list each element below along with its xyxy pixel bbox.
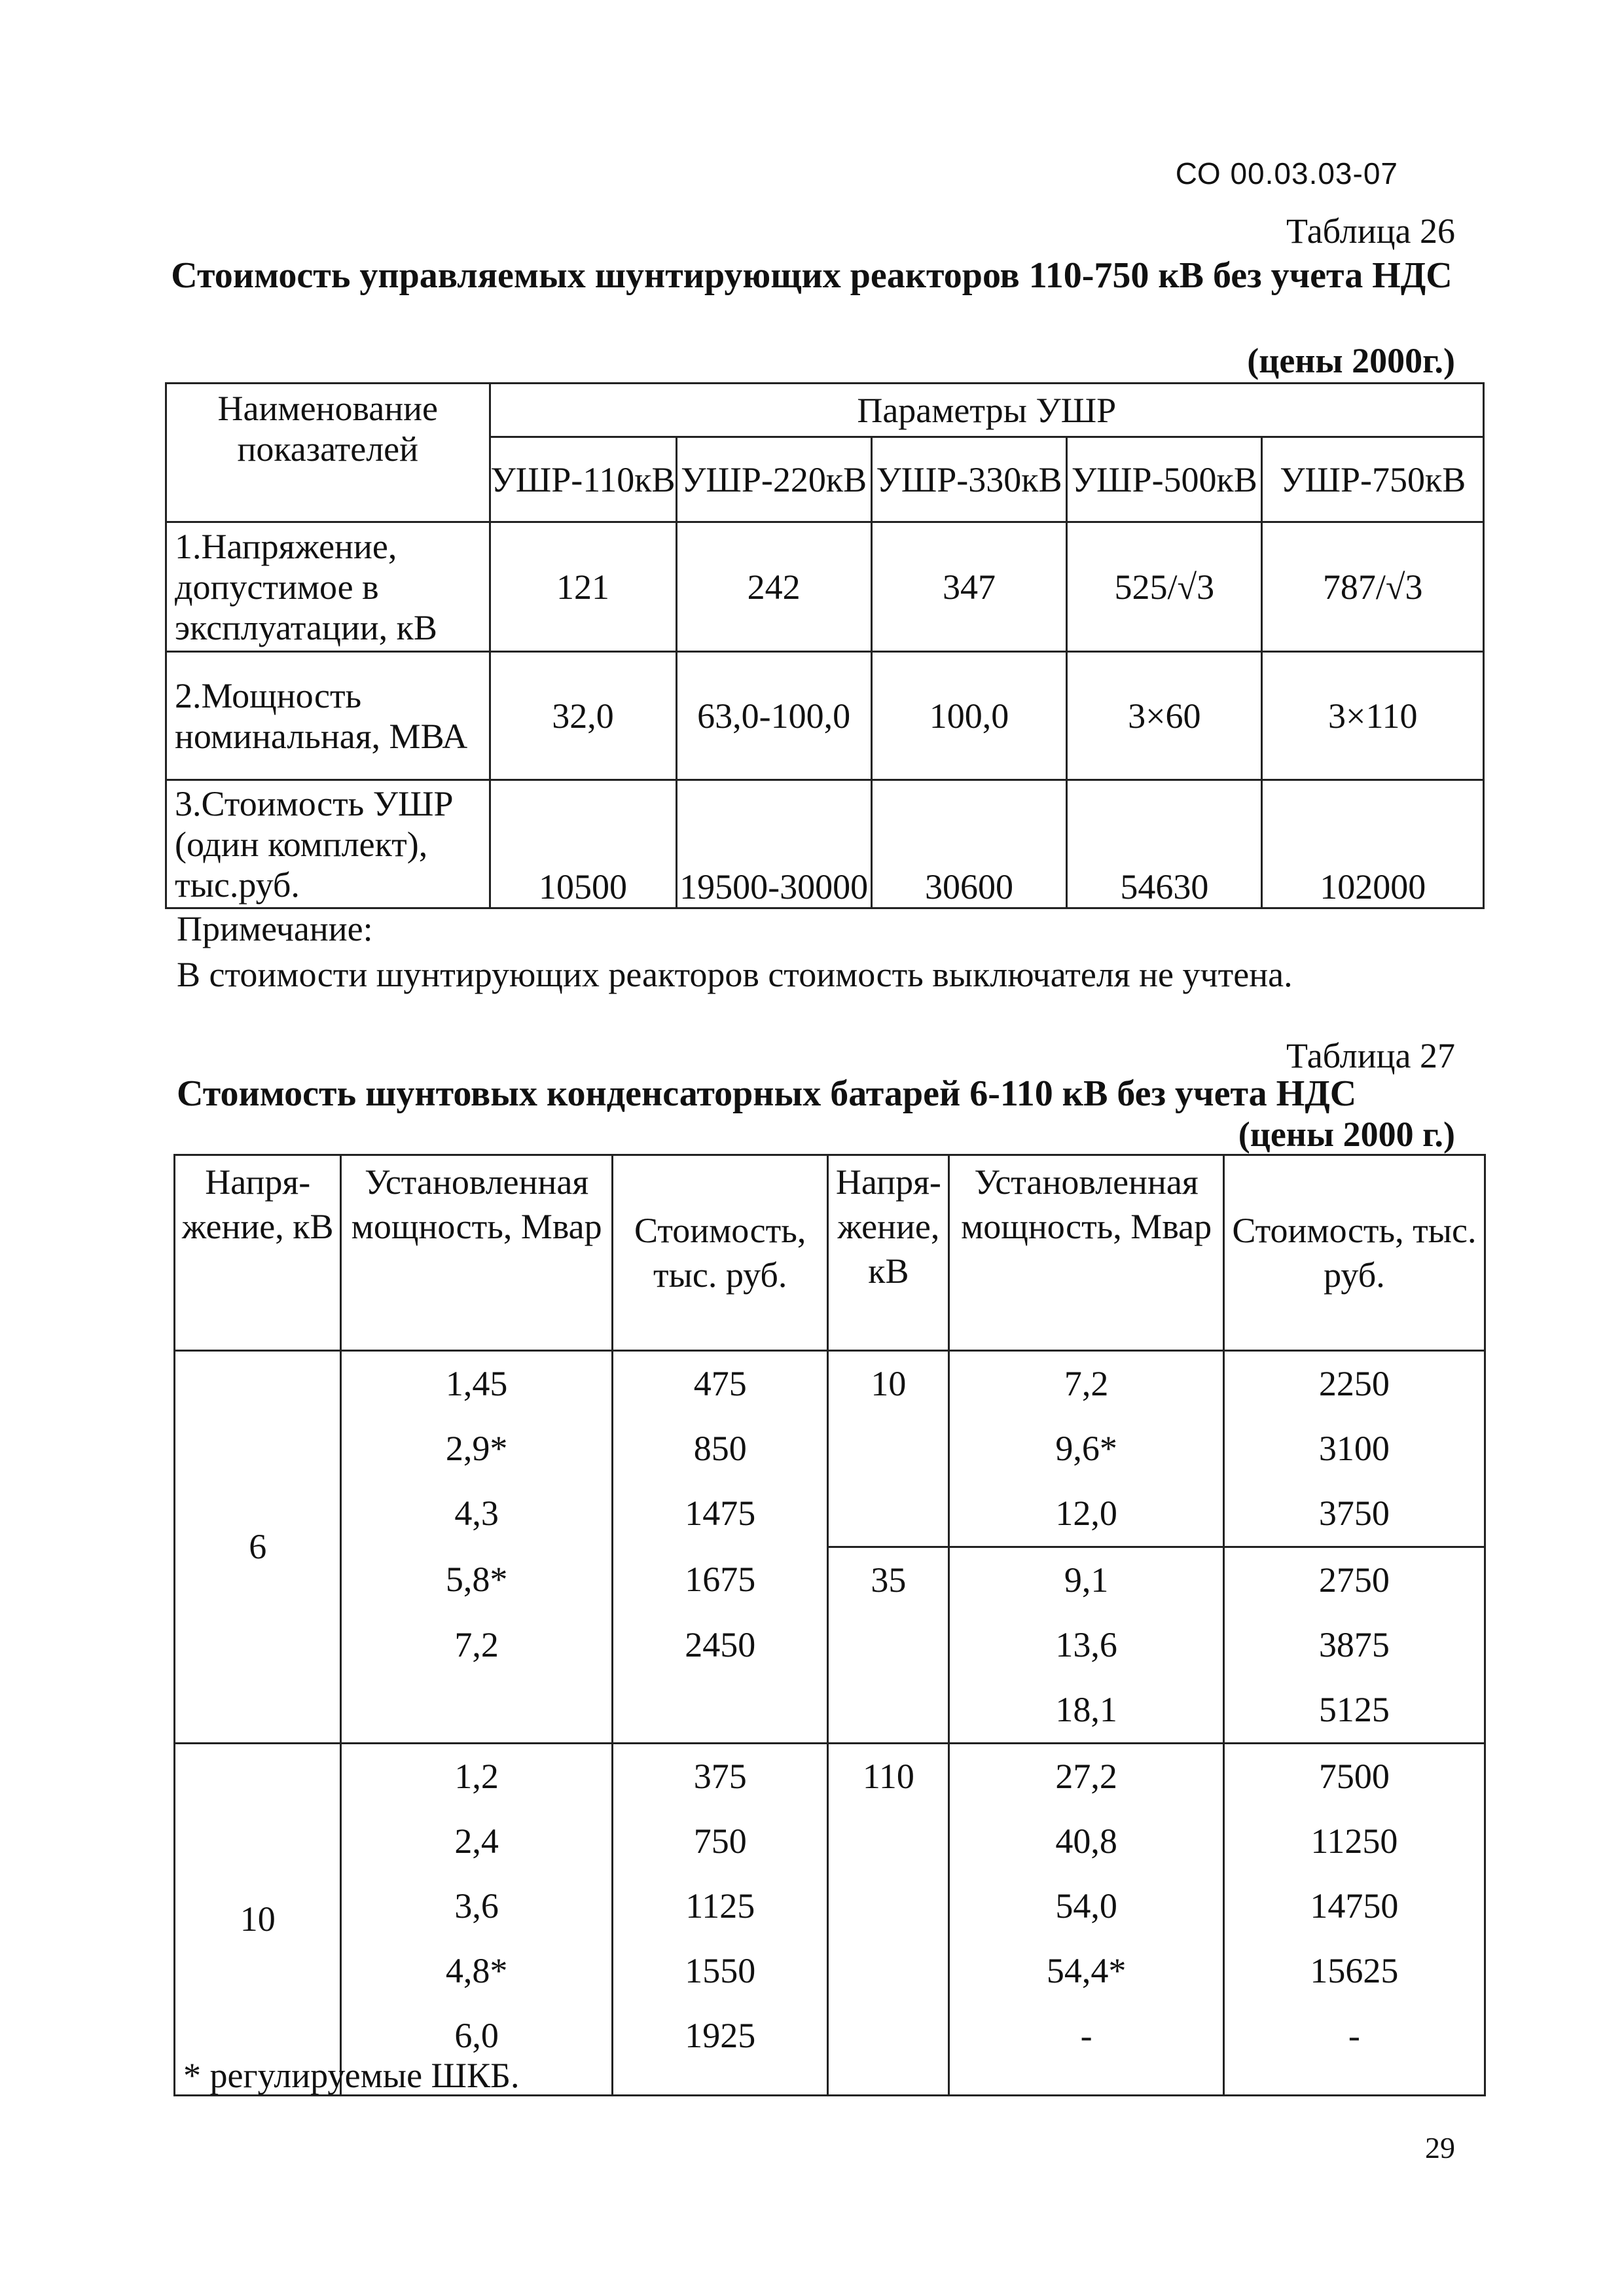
voltage-cell: 6 bbox=[175, 1351, 341, 1744]
table-cell: 14750 bbox=[1223, 1874, 1485, 1939]
column-header: УШР-110кВ bbox=[490, 437, 676, 522]
table-cell: 2,9* bbox=[341, 1416, 613, 1481]
table-cell: - bbox=[949, 2003, 1224, 2095]
voltage-cell: 10 bbox=[828, 1351, 949, 1547]
table-cell: 63,0-100,0 bbox=[676, 652, 871, 780]
table-cell: 3875 bbox=[1223, 1613, 1485, 1677]
table-26-note-text: В стоимости шунтирующих реакторов стоимость выключателя не учтена. bbox=[177, 955, 1293, 994]
table-cell: 121 bbox=[490, 522, 676, 652]
table-row bbox=[166, 652, 1484, 780]
row-name: 3.Стоимость УШР (один комплект), тыс.руб. bbox=[166, 780, 490, 908]
table-cell: 2450 bbox=[612, 1613, 828, 1677]
table-26-prices-note: (цены 2000г.) bbox=[1247, 341, 1455, 380]
table-26-title: Стоимость управляемых шунтирующих реакторов 110-750 кВ без учета НДС bbox=[171, 255, 1453, 296]
table-cell bbox=[341, 1677, 613, 1744]
table-cell: 10500 bbox=[490, 780, 676, 908]
table-cell: 2750 bbox=[1223, 1547, 1485, 1613]
table-cell: 475 bbox=[612, 1351, 828, 1417]
table-27 bbox=[173, 1154, 1486, 2096]
row-name: 1.Напряжение, допустимое в эксплуатации, кВ bbox=[166, 522, 490, 652]
table-cell: 4,8* bbox=[341, 1939, 613, 2003]
table-26 bbox=[165, 382, 1485, 909]
table-cell: 375 bbox=[612, 1744, 828, 1810]
table-cell bbox=[612, 1677, 828, 1744]
table-26-note-label: Примечание: bbox=[177, 909, 373, 948]
table-27-footnote: * регулируемые ШКБ. bbox=[183, 2056, 520, 2095]
table-27-label: Таблица 27 bbox=[1286, 1036, 1455, 1075]
table-cell: 5125 bbox=[1223, 1677, 1485, 1744]
header-power: Установленная мощность, Мвар bbox=[341, 1155, 613, 1351]
table-cell: 850 bbox=[612, 1416, 828, 1481]
table-cell: 54630 bbox=[1067, 780, 1262, 908]
table-cell: 19500-30000 bbox=[676, 780, 871, 908]
table-row bbox=[166, 522, 1484, 652]
table-26-label: Таблица 26 bbox=[1286, 211, 1455, 251]
table-cell: 102000 bbox=[1262, 780, 1484, 908]
column-header: УШР-330кВ bbox=[871, 437, 1066, 522]
table-cell: 6,0 bbox=[341, 2003, 613, 2095]
table-row bbox=[175, 1351, 1485, 1417]
table-row bbox=[175, 1744, 1485, 1810]
table-cell: 5,8* bbox=[341, 1547, 613, 1613]
table-cell: 7,2 bbox=[341, 1613, 613, 1677]
header-cost: Стоимость, тыс. руб. bbox=[1223, 1155, 1485, 1351]
table-27-title: Стоимость шунтовых конденсаторных батарей 6-110 кВ без учета НДС bbox=[177, 1073, 1357, 1114]
table-cell: 15625 bbox=[1223, 1939, 1485, 2003]
table-cell: 3×110 bbox=[1262, 652, 1484, 780]
voltage-cell: 10 bbox=[175, 1744, 341, 2096]
voltage-cell: 35 bbox=[828, 1547, 949, 1744]
header-cost: Стоимость, тыс. руб. bbox=[612, 1155, 828, 1351]
table-cell: 1675 bbox=[612, 1547, 828, 1613]
table-cell: 3×60 bbox=[1067, 652, 1262, 780]
column-header: УШР-220кВ bbox=[676, 437, 871, 522]
table-cell: 54,4* bbox=[949, 1939, 1224, 2003]
header-voltage: Напря-жение, кВ bbox=[828, 1155, 949, 1351]
table-cell: 1550 bbox=[612, 1939, 828, 2003]
table-cell: 13,6 bbox=[949, 1613, 1224, 1677]
table-cell: 18,1 bbox=[949, 1677, 1224, 1744]
table-cell: 3100 bbox=[1223, 1416, 1485, 1481]
table-cell: 7500 bbox=[1223, 1744, 1485, 1810]
table-cell: 525/√3 bbox=[1067, 522, 1262, 652]
table-cell: - bbox=[1223, 2003, 1485, 2095]
table-cell: 242 bbox=[676, 522, 871, 652]
header-voltage: Напря-жение, кВ bbox=[175, 1155, 341, 1351]
table-cell: 2250 bbox=[1223, 1351, 1485, 1417]
table-row bbox=[166, 780, 1484, 908]
table-cell: 54,0 bbox=[949, 1874, 1224, 1939]
table-cell: 3750 bbox=[1223, 1481, 1485, 1547]
table-cell: 1,45 bbox=[341, 1351, 613, 1417]
table-cell: 32,0 bbox=[490, 652, 676, 780]
table-cell: 30600 bbox=[871, 780, 1066, 908]
table-cell: 347 bbox=[871, 522, 1066, 652]
table-27-prices-note: (цены 2000 г.) bbox=[1238, 1115, 1455, 1154]
row-name: 2.Мощность номинальная, МВА bbox=[166, 652, 490, 780]
table-cell: 27,2 bbox=[949, 1744, 1224, 1810]
header-params: Параметры УШР bbox=[490, 384, 1483, 437]
voltage-cell: 110 bbox=[828, 1744, 949, 2096]
table-cell: 2,4 bbox=[341, 1809, 613, 1874]
table-cell: 12,0 bbox=[949, 1481, 1224, 1547]
header-power: Установленная мощность, Мвар bbox=[949, 1155, 1224, 1351]
table-cell: 750 bbox=[612, 1809, 828, 1874]
column-header: УШР-750кВ bbox=[1262, 437, 1484, 522]
table-cell: 1125 bbox=[612, 1874, 828, 1939]
table-cell: 1,2 bbox=[341, 1744, 613, 1810]
table-cell: 9,1 bbox=[949, 1547, 1224, 1613]
table-cell: 7,2 bbox=[949, 1351, 1224, 1417]
table-cell: 9,6* bbox=[949, 1416, 1224, 1481]
table-cell: 3,6 bbox=[341, 1874, 613, 1939]
document-number: СО 00.03.03-07 bbox=[1175, 156, 1398, 190]
table-cell: 11250 bbox=[1223, 1809, 1485, 1874]
table-cell: 1475 bbox=[612, 1481, 828, 1547]
table-cell: 1925 bbox=[612, 2003, 828, 2095]
table-cell: 4,3 bbox=[341, 1481, 613, 1547]
header-indicator-names: Наименование показателей bbox=[166, 384, 490, 522]
table-cell: 40,8 bbox=[949, 1809, 1224, 1874]
table-cell: 787/√3 bbox=[1262, 522, 1484, 652]
page-number: 29 bbox=[1425, 2131, 1455, 2164]
column-header: УШР-500кВ bbox=[1067, 437, 1262, 522]
table-cell: 100,0 bbox=[871, 652, 1066, 780]
table-row bbox=[175, 1547, 1485, 1613]
